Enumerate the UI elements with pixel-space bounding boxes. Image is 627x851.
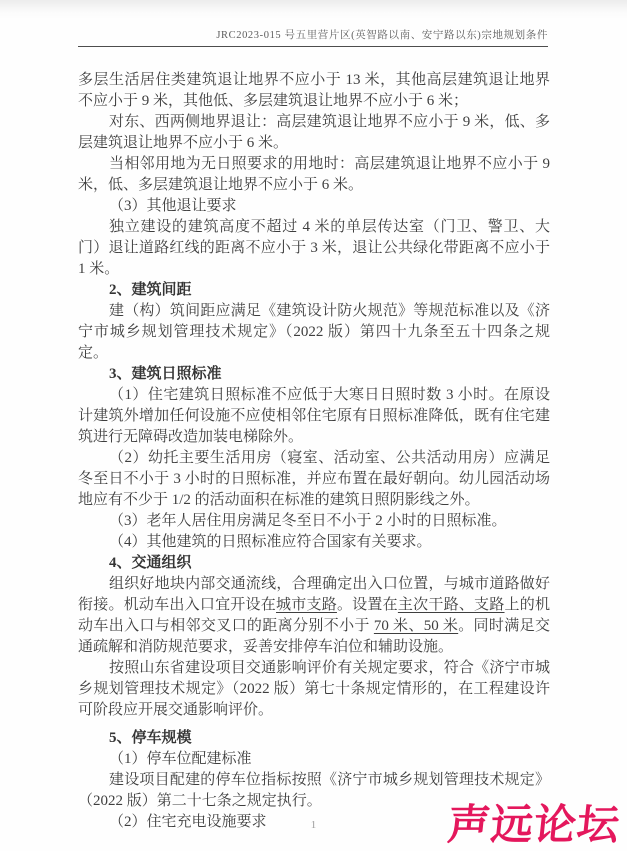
text-run: 按照山东省建设项目交通影响评价有关规定要求，符合《济宁市城乡规划管理技术规定》（2022 版）第七十条规定情形的，在工程建设许可阶段应开展交通影响评价。 — [78, 660, 550, 718]
paragraph — [78, 196, 550, 217]
text-run: 建（构）筑间距应满足《建筑设计防火规范》等规范标准以及《济宁市城乡规划管理技术规定》（2022 版）第四十九条至五十四条之规定。 — [78, 303, 550, 361]
paragraph — [78, 70, 550, 112]
text-run: （4）其他建筑的日照标准应符合国家有关要求。 — [109, 534, 432, 550]
text-run: 当相邻用地为无日照要求的用地时：高层建筑退让地界不应小于 9 米，低、多层建筑退让地界不应小于 6 米。 — [78, 156, 550, 193]
paragraph — [78, 112, 550, 154]
text-run: 。设置在 — [336, 597, 398, 613]
page-header-title: JRC2023-015 号五里营片区(英智路以南、安宁路以东)宗地规划条件 — [216, 30, 548, 41]
text-run: 对东、西两侧地界退让：高层建筑退让地界不应小于 9 米，低、多层建筑退让地界不应小于 6 米。 — [78, 114, 550, 151]
header-rule — [78, 46, 548, 47]
text-run: 独立建设的建筑高度不超过 4 米的单层传达室（门卫、警卫、大门）退让道路红线的距离不应小于 3 米，退让公共绿化带距离不应小于 1 米。 — [78, 219, 550, 277]
text-run: 。同时满足交通疏解和消防规范要求，妥善安排停车泊位和辅助设施。 — [78, 618, 550, 655]
page-number: 1 — [310, 819, 317, 831]
underlined-text: 70 米、50 米 — [373, 618, 459, 634]
text-run: 组织好地块内部交通流线，合理确定出入口位置，与城市道路做好衔接。机动车出入口宜开设在 — [78, 576, 550, 613]
text-run: （2）住宅充电设施要求 — [109, 814, 267, 830]
text-run: 5、停车规模 — [109, 730, 192, 746]
paragraph — [78, 217, 550, 280]
paragraph — [78, 154, 550, 196]
text-run: （3）老年人居住用房满足冬至日不小于 2 小时的日照标准。 — [109, 513, 507, 529]
text-run: 3、建筑日照标准 — [109, 366, 222, 382]
paragraph — [78, 658, 550, 721]
paragraph — [78, 749, 550, 770]
document-body — [78, 70, 550, 833]
text-run: （1）停车位配建标准 — [109, 751, 252, 767]
section-heading — [78, 728, 550, 749]
text-run: 建设项目配建的停车位指标按照《济宁市城乡规划管理技术规定》（2022 版）第二十七条之规定执行。 — [78, 772, 550, 809]
text-run: （3）其他退让要求 — [109, 198, 237, 214]
text-run: （2）幼托主要生活用房（寝室、活动室、公共活动用房）应满足冬至日不小于 3 小时的日照标准，并应布置在最好朝向。幼儿园活动场地应有不少于 1/2 的活动面积在标准的建筑日照阴影线之外。 — [78, 450, 550, 508]
text-run: 4、交通组织 — [109, 555, 192, 571]
section-heading — [78, 553, 550, 574]
underlined-text: 主次干路、支路 — [397, 597, 505, 613]
paragraph — [78, 301, 550, 364]
forum-watermark-logo: 声远论坛 — [445, 800, 623, 849]
paragraph — [78, 574, 550, 658]
text-run: 多层生活居住类建筑退让地界不应小于 13 米，其他高层建筑退让地界不应小于 9 米，其他低、多层建筑退让地界不应小于 6 米； — [78, 72, 550, 109]
paragraph — [78, 385, 550, 448]
text-run: （1）住宅建筑日照标准不应低于大寒日日照时数 3 小时。在原设计建筑外增加任何设施不应使相邻住宅原有日照标准降低，既有住宅建筑进行无障碍改造加装电梯除外。 — [78, 387, 550, 445]
paragraph — [78, 532, 550, 553]
text-run: 上的机动车出入口与相邻交叉口的距离分别不小于 — [78, 597, 550, 634]
paragraph — [78, 448, 550, 511]
section-heading — [78, 364, 550, 385]
section-heading — [78, 280, 550, 301]
underlined-text: 城市支路 — [276, 597, 337, 613]
text-run: 2、建筑间距 — [109, 282, 192, 298]
paragraph — [78, 511, 550, 532]
